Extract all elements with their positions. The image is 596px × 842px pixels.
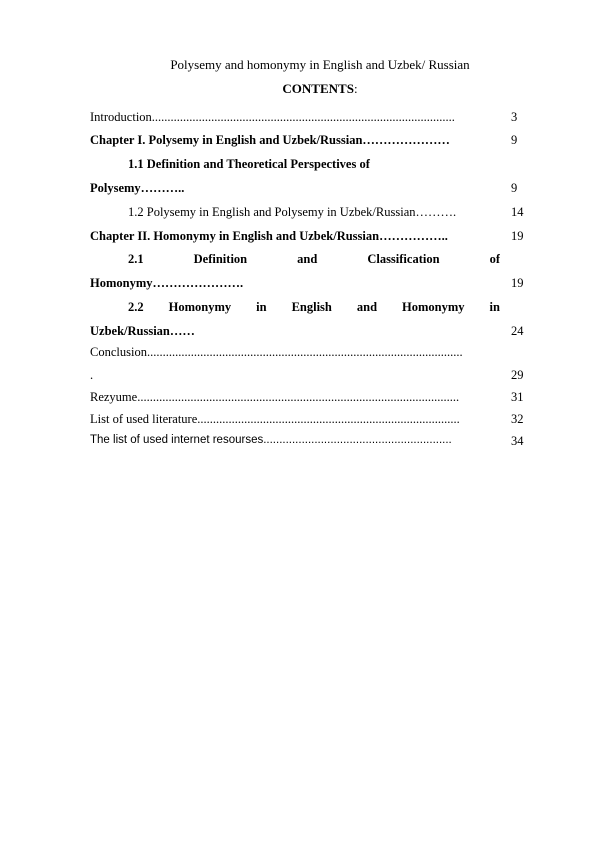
contents-heading-colon: : <box>353 81 358 96</box>
toc-word: Classification <box>367 252 440 266</box>
toc-entry-2-2-line1[interactable] <box>90 300 500 315</box>
toc-page-number: 9 <box>511 133 518 147</box>
toc-word: Homonymy <box>168 300 232 314</box>
toc-word: Homonymy <box>402 300 465 314</box>
toc-entry-literature[interactable]: List of used literature.................................................................................... <box>90 412 460 426</box>
toc-word: 2.1 <box>128 252 144 266</box>
toc-entry-introduction[interactable]: Introduction................................................................................................. <box>90 110 455 124</box>
contents-heading-text: CONTENTS <box>282 81 354 96</box>
toc-entry-2-2-line2[interactable]: Uzbek/Russian…… <box>90 324 195 338</box>
toc-entry-conclusion-line1[interactable]: Conclusion..................................................................................................... <box>90 345 463 359</box>
toc-entry-chapter-1[interactable]: Chapter I. Polysemy in English and Uzbek/Russian………………… <box>90 133 450 147</box>
toc-word: English <box>291 300 332 314</box>
toc-page-number: 29 <box>511 368 524 382</box>
toc-page-number: 14 <box>511 205 524 219</box>
toc-word: 2.2 <box>128 300 144 314</box>
toc-entry-conclusion-line2[interactable]: . <box>90 368 94 382</box>
toc-page-number: 24 <box>511 324 524 338</box>
toc-page-number: 34 <box>511 434 524 448</box>
document-title: Polysemy and homonymy in English and Uzbek/ Russian <box>170 57 470 72</box>
toc-entry-2-1-line1[interactable] <box>90 252 500 267</box>
toc-entry-1-1-line2[interactable]: Polysemy……….. <box>90 181 185 195</box>
contents-heading <box>0 81 596 97</box>
toc-entry-1-2[interactable]: 1.2 Polysemy in English and Polysemy in Uzbek/Russian………. <box>128 205 457 219</box>
toc-entry-2-1-line2[interactable]: Homonymy…………………. <box>90 276 244 290</box>
toc-page-number: 32 <box>511 412 524 426</box>
toc-page-number: 19 <box>511 229 524 243</box>
toc-page-number: 9 <box>511 181 518 195</box>
toc-page-number: 19 <box>511 276 524 290</box>
toc-word: in <box>256 300 267 314</box>
toc-word: and <box>356 300 378 314</box>
toc-word: and <box>297 252 318 266</box>
toc-entry-chapter-2[interactable]: Chapter II. Homonymy in English and Uzbek/Russian…………….. <box>90 229 448 243</box>
toc-word: of <box>489 252 500 266</box>
toc-page-number: 31 <box>511 390 524 404</box>
toc-entry-rezyume[interactable]: Rezyume....................................................................................................... <box>90 390 460 404</box>
toc-page-number: 3 <box>511 110 518 124</box>
toc-word: in <box>489 300 500 314</box>
toc-entry-internet-resources[interactable]: The list of used internet resourses........................................................... <box>90 434 452 446</box>
toc-word: Definition <box>193 252 248 266</box>
toc-entry-1-1-line1[interactable]: 1.1 Definition and Theoretical Perspectives of <box>128 157 370 171</box>
